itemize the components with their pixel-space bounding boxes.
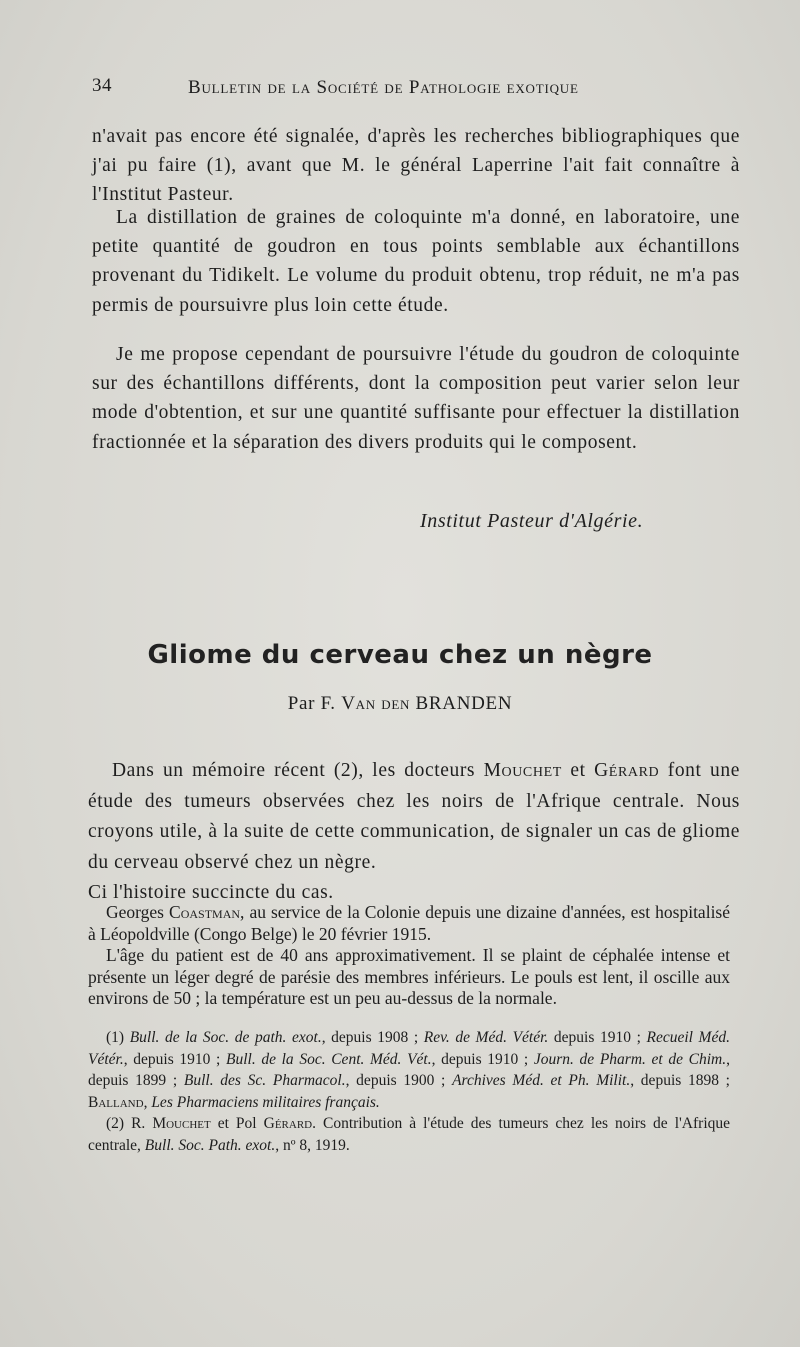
footnote-mark: (2) R. [106,1115,146,1133]
author-particle: Van den [341,693,411,714]
page-number: 34 [92,75,112,96]
text-run: , depuis 1900 ; [345,1072,453,1090]
paragraph: La distillation de graines de coloquinte m'a donné, en laboratoire, une petite quantité de goudron en tous points semblable aux échantillons provenant du Tidikelt. Le volume du produit obtenu, trop réduit, ne m'a pas permis de poursuivre plus loin cette étude. [92,207,740,316]
case-history [88,902,730,1010]
text-run: , depuis 1898 ; [630,1072,730,1090]
text-run: , depuis 1899 ; [88,1050,731,1090]
text-run: , nº 8, 1919. [275,1136,350,1154]
author-surname: BRANDEN [415,693,513,714]
author-name: Mouchet [483,760,562,781]
citation: Rev. de Méd. Vétér. [423,1029,549,1046]
footnote-2 [88,1113,730,1156]
citation: Bull. des Sc. Pharmacol. [183,1072,346,1090]
institution-signature: Institut Pasteur d'Algérie. [420,510,644,532]
article-intro [88,756,740,909]
citation: Bull. de la Soc. de path. exot. [129,1029,322,1046]
citation: Journ. de Pharm. et de Chim. [533,1050,727,1068]
text-run: Dans un mémoire récent (2), les docteurs [112,760,484,781]
citation: Recueil Méd. Vétér. [88,1029,730,1068]
author-name: Gérard [263,1115,313,1133]
citation: Bull. Soc. Path. exot. [144,1136,276,1154]
text-run: , au service de la Colonie depuis une dizaine d'années, est hospitalisé à Léopoldville (Congo Belge) le 20 février 1915. [88,902,731,944]
footnote-mark: (1) [106,1029,125,1046]
text-run: , [143,1093,152,1111]
footnote-1 [88,1027,730,1113]
author-name: Mouchet [152,1115,211,1133]
text-run: , depuis 1908 ; [321,1029,424,1046]
author-byline [0,693,800,715]
text-run: font une étude des tumeurs observées chez les noirs de l'Afrique centrale. Nous croyons utile, à la suite de cette communication, de signaler un cas de gliome du cerveau observé chez un nègre. [88,760,740,873]
paragraph: n'avait pas encore été signalée, d'après les recherches bibliographiques que j'ai pu faire (1), avant que M. le général Laperrine l'ait fait connaître à l'Institut Pasteur. [92,126,740,206]
case-paragraph: L'âge du patient est de 40 ans approximativement. Il se plaint de céphalée intense et présente un léger degré de parésie des membres inférieurs. Le pouls est lent, il oscille aux environs de 50 ; la température est un peu au-dessus de la normale. [88,945,730,1008]
paragraph-proposal [92,340,740,457]
paragraph-distillation [92,203,740,320]
text-run: , depuis 1910 ; [123,1050,226,1068]
article-title: Gliome du cerveau chez un nègre [147,640,653,670]
text-run: depuis 1910 ; [548,1029,647,1046]
text-run: et Pol [210,1115,264,1133]
intro-paragraph: Ci l'histoire succincte du cas. [88,882,334,903]
text-run: . Contribution à l'étude des tumeurs chez les noirs de l'Afrique centrale, [88,1115,731,1154]
case-paragraph [88,902,730,945]
footnotes [88,1027,730,1157]
paragraph-continuation [92,122,740,210]
byline-prefix: Par F. [287,693,336,714]
text-run: Georges [106,902,170,922]
citation: Bull. de la Soc. Cent. Méd. Vét. [225,1050,432,1068]
author-name: Gérard [594,760,660,781]
paragraph: Je me propose cependant de poursuivre l'étude du goudron de coloquinte sur des échantillons différents, dont la composition peut varier selon leur mode d'obtention, et sur une quantité suffisante pour effectuer la distillation fractionnée et la séparation des divers produits qui le composent. [92,344,740,453]
text-run: et [561,760,595,781]
citation: Les Pharmaciens militaires français. [151,1093,380,1111]
intro-paragraph [88,756,740,878]
text-run: , depuis 1910 ; [431,1050,534,1068]
author-name: Balland [88,1093,144,1111]
citation: Archives Méd. et Ph. Milit. [452,1072,631,1090]
patient-name: Coastman [169,902,241,922]
running-title: Bulletin de la Société de Pathologie exotique [188,77,579,98]
